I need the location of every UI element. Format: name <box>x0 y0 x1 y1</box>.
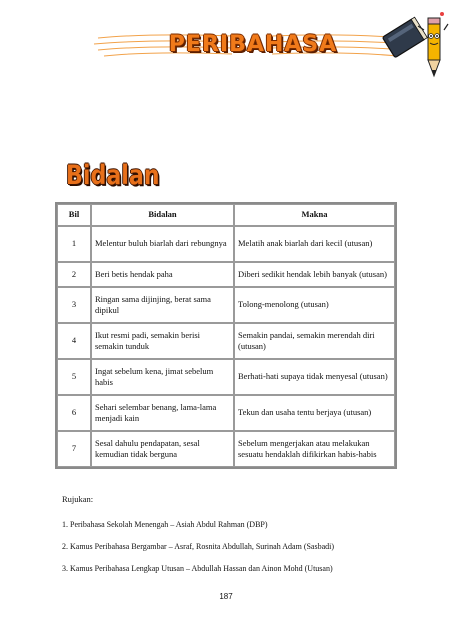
makna-cell: Berhati-hati supaya tidak menyesal (utusan) <box>234 359 395 395</box>
row-number: 6 <box>57 395 91 431</box>
table-row <box>57 262 395 287</box>
makna-cell: Melatih anak biarlah dari kecil (utusan) <box>234 226 395 262</box>
makna-cell: Tolong-menolong (utusan) <box>234 287 395 323</box>
banner-title: PERIBAHASA <box>168 32 338 57</box>
references-list <box>62 520 334 586</box>
references-heading: Rujukan: <box>62 494 94 504</box>
column-header-makna: Makna <box>234 204 395 226</box>
table-row <box>57 395 395 431</box>
bidalan-cell: Ingat sebelum kena, jimat sebelum habis <box>91 359 234 395</box>
bidalan-cell: Ikut resmi padi, semakin berisi semakin tunduk <box>91 323 234 359</box>
peribahasa-table <box>55 202 397 469</box>
book-and-pencil-icon <box>380 8 450 82</box>
reference-item: 3. Kamus Peribahasa Lengkap Utusan – Abdullah Hassan dan Ainon Mohd (Utusan) <box>62 564 333 573</box>
row-number: 4 <box>57 323 91 359</box>
bidalan-cell: Melentur buluh biarlah dari rebungnya <box>91 226 234 262</box>
bidalan-cell: Sesal dahulu pendapatan, sesal kemudian tidak berguna <box>91 431 234 467</box>
row-number: 5 <box>57 359 91 395</box>
table-row <box>57 323 395 359</box>
bidalan-cell: Sehari selembar benang, lama-lama menjadi kain <box>91 395 234 431</box>
makna-cell: Diberi sedikit hendak lebih banyak (utusan) <box>234 262 395 287</box>
table-row <box>57 431 395 467</box>
table-row <box>57 359 395 395</box>
row-number: 7 <box>57 431 91 467</box>
bidalan-cell: Beri betis hendak paha <box>91 262 234 287</box>
page-number: 187 <box>219 592 233 601</box>
bidalan-cell: Ringan sama dijinjing, berat sama dipikul <box>91 287 234 323</box>
row-number: 3 <box>57 287 91 323</box>
makna-cell: Tekun dan usaha tentu berjaya (utusan) <box>234 395 395 431</box>
row-number: 2 <box>57 262 91 287</box>
section-title: Bidalan <box>66 160 160 191</box>
column-header-bil: Bil <box>57 204 91 226</box>
column-header-bidalan: Bidalan <box>91 204 234 226</box>
reference-item: 2. Kamus Peribahasa Bergambar – Asraf, Rosnita Abdullah, Surinah Adam (Sasbadi) <box>62 542 335 551</box>
table-header-row <box>57 204 395 226</box>
title-banner <box>92 30 410 60</box>
reference-item: 1. Peribahasa Sekolah Menengah – Asiah Abdul Rahman (DBP) <box>62 520 268 529</box>
makna-cell: Sebelum mengerjakan atau melakukan sesuatu hendaklah difikirkan habis-habis <box>234 431 395 467</box>
table-row <box>57 226 395 262</box>
makna-cell: Semakin pandai, semakin merendah diri (utusan) <box>234 323 395 359</box>
row-number: 1 <box>57 226 91 262</box>
table-row <box>57 287 395 323</box>
